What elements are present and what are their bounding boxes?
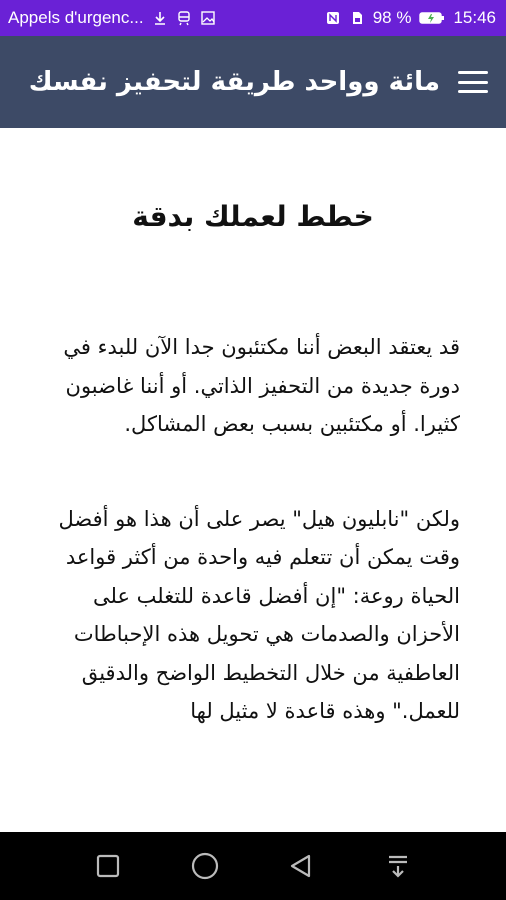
article-paragraph: قد يعتقد البعض أننا مكتئبون جدا الآن للبدء في دورة جديدة من التحفيز الذاتي. أو أننا غاضبون كثيرا. أو مكتئبين بسبب بعض المشاكل. — [63, 335, 460, 436]
battery-percent: 98 % — [372, 8, 412, 27]
navigation-bar — [0, 832, 506, 900]
article-body — [40, 328, 460, 787]
article-paragraph: ولكن "نابليون هيل" يصر على أن هذا هو أفضل وقت يمكن أن تتعلم فيه واحدة من أكثر قواعد الحياة روعة: "إن أفضل قاعدة للتغلب على الأحزان والصدمات هي تحويل هذه الإحباطات العاطفية من خلال التخطيط الواضح والدقيق للعمل." وهذه قاعدة لا مثيل لها — [58, 506, 460, 723]
clock: 15:46 — [453, 8, 496, 27]
status-bar — [0, 0, 506, 36]
app-bar — [0, 36, 506, 128]
sim-card-icon — [349, 10, 365, 26]
image-icon — [200, 10, 216, 26]
square-recent-icon[interactable] — [93, 851, 123, 881]
hamburger-menu-icon[interactable] — [458, 71, 488, 93]
notification-pull-icon[interactable] — [383, 851, 413, 881]
train-icon — [176, 10, 192, 26]
circle-home-icon[interactable] — [190, 851, 220, 881]
battery-charging-icon — [419, 10, 445, 26]
notification-text: Appels d'urgenc... — [8, 8, 144, 27]
article-content[interactable] — [0, 128, 506, 832]
triangle-back-icon[interactable] — [286, 851, 316, 881]
download-icon — [152, 10, 168, 26]
article-heading: خطط لعملك بدقة — [132, 200, 374, 233]
app-title: مائة وواحد طريقة لتحفيز نفسك — [28, 67, 440, 97]
nfc-icon — [325, 10, 341, 26]
